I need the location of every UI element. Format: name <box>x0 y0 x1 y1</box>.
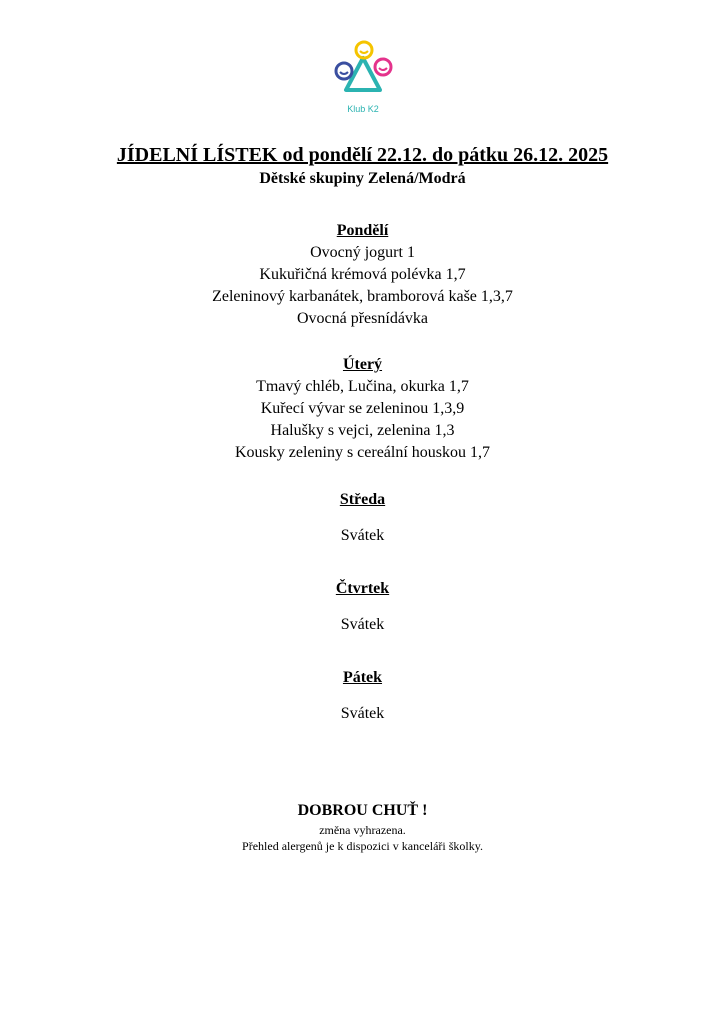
day-monday <box>0 220 725 330</box>
meal-item: Svátek <box>340 705 385 722</box>
day-thursday <box>0 578 725 636</box>
logo-text: Klub K2 <box>347 104 379 114</box>
day-tuesday <box>0 354 725 464</box>
footer-allergens: Přehled alergenů je k dispozici v kanceláři školky. <box>242 839 483 853</box>
day-wednesday <box>0 489 725 547</box>
klub-k2-logo <box>328 38 398 118</box>
page-subtitle: Dětské skupiny Zelená/Modrá <box>259 170 466 187</box>
meal-item: Kuřecí vývar se zeleninou 1,3,9 <box>260 400 465 417</box>
meal-item: Halušky s vejci, zelenina 1,3 <box>270 422 455 439</box>
day-name: Středa <box>339 491 386 508</box>
meal-item: Ovocný jogurt 1 <box>310 244 415 261</box>
day-friday <box>0 667 725 725</box>
day-name: Pondělí <box>336 222 389 239</box>
page-title: JÍDELNÍ LÍSTEK od pondělí 22.12. do pátku 26.12. 2025 <box>116 144 609 166</box>
meal-item: Kousky zeleniny s cereální houskou 1,7 <box>234 444 491 461</box>
day-name: Čtvrtek <box>335 580 390 597</box>
meal-item: Zeleninový karbanátek, bramborová kaše 1,3,7 <box>212 288 513 305</box>
meal-item: Svátek <box>340 527 385 544</box>
meal-item: Svátek <box>340 616 385 633</box>
footer-greeting: DOBROU CHUŤ ! <box>297 802 428 819</box>
logo-figures-icon <box>328 38 398 104</box>
meal-item: Kukuřičná krémová polévka 1,7 <box>259 266 466 283</box>
meal-item: Ovocná přesnídávka <box>296 310 429 327</box>
footer-note: změna vyhrazena. <box>319 823 406 837</box>
day-name: Úterý <box>342 356 383 373</box>
day-name: Pátek <box>342 669 383 686</box>
footer <box>0 800 725 854</box>
meal-item: Tmavý chléb, Lučina, okurka 1,7 <box>256 378 469 395</box>
